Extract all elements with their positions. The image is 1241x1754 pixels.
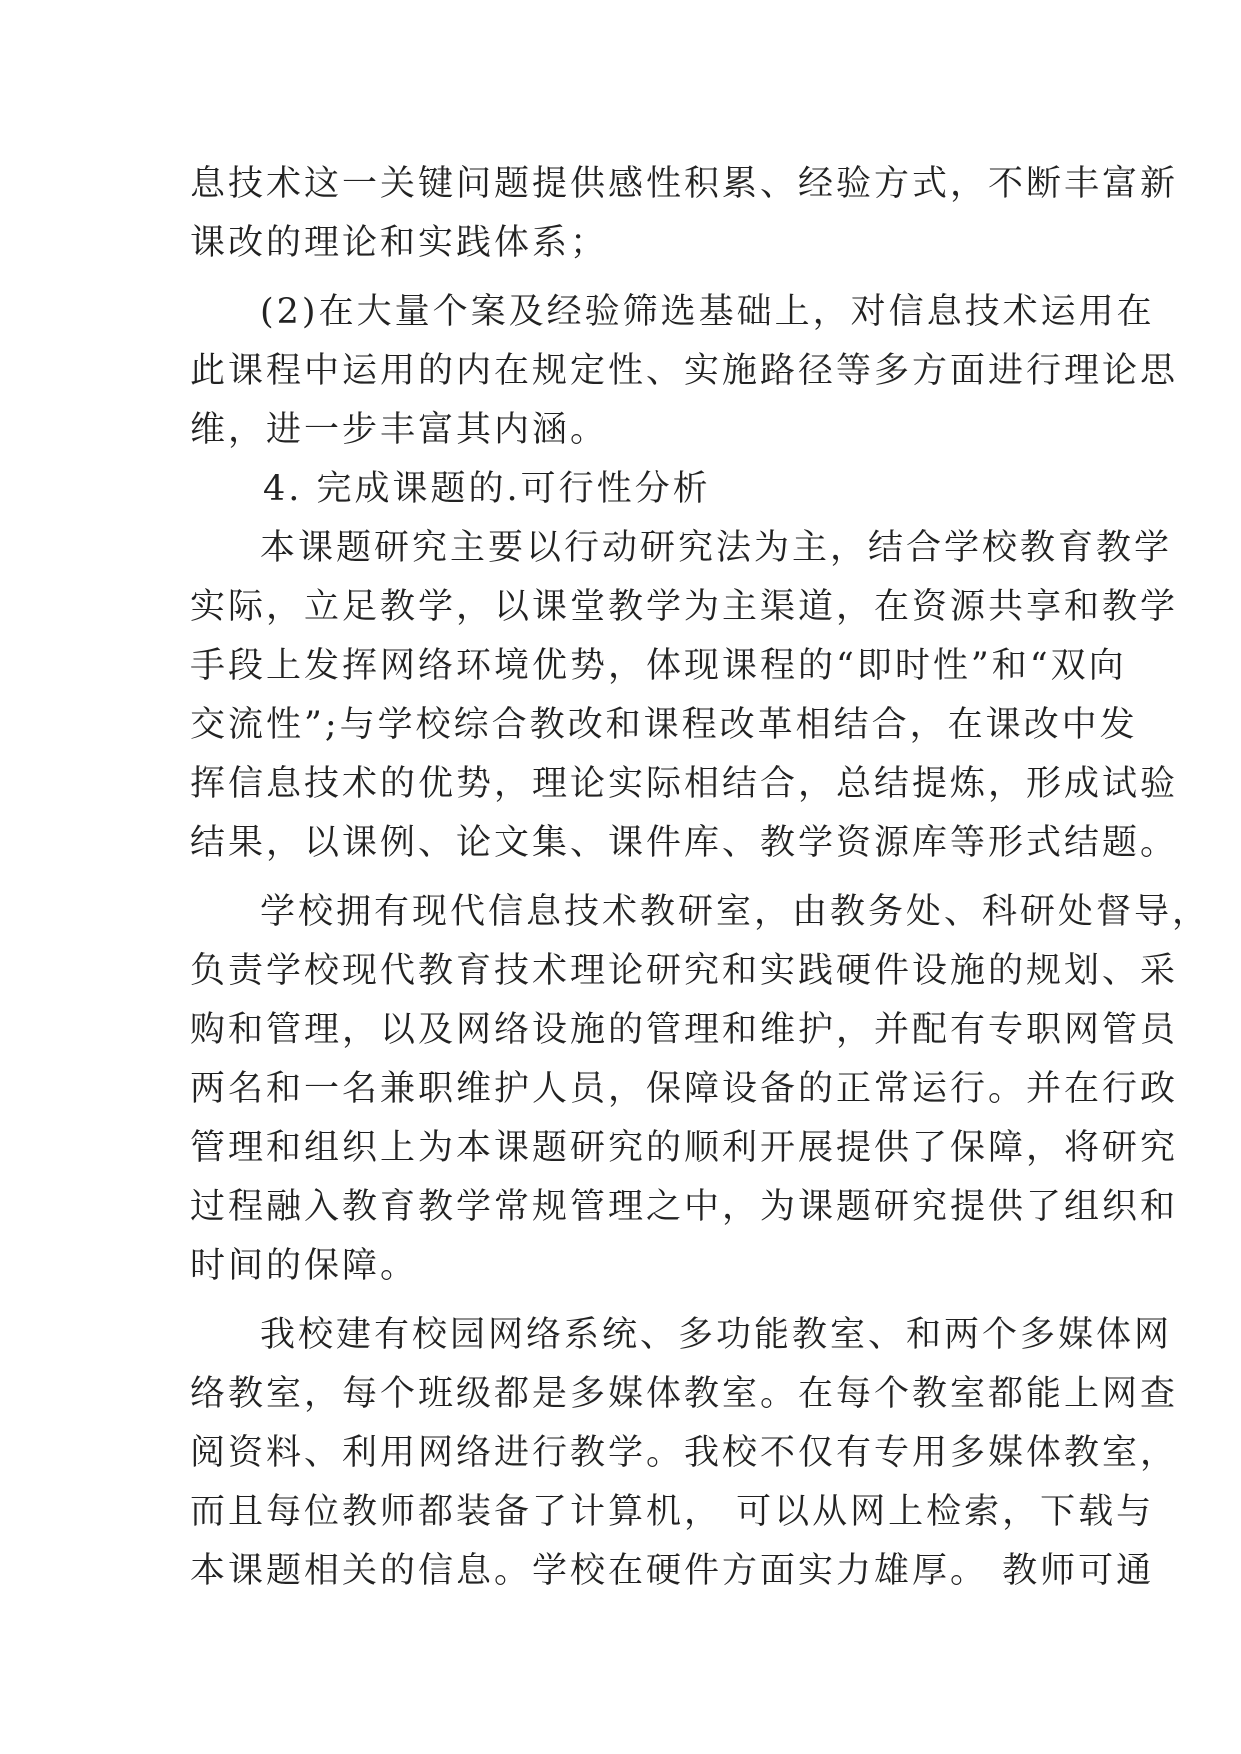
- paragraph-gap: [190, 1296, 1052, 1306]
- paragraph-gap: [190, 873, 1052, 883]
- text-line: 而且每位教师都装备了计算机， 可以从网上检索，下载与: [190, 1492, 1155, 1532]
- text-line: 络教室，每个班级都是多媒体教室。在每个教室都能上网查: [190, 1374, 1179, 1414]
- text-line: 时间的保障。: [190, 1246, 419, 1286]
- text-line: 息技术这一关键问题提供感性积累、经验方式，不断丰富新: [190, 164, 1179, 204]
- text-line: 两名和一名兼职维护人员，保障设备的正常运行。并在行政: [190, 1069, 1179, 1109]
- text-line: 负责学校现代教育技术理论研究和实践硬件设施的规划、采: [190, 951, 1179, 991]
- text-line: 本课题研究主要以行动研究法为主，结合学校教育教学: [260, 528, 1173, 568]
- section-heading: 4. 完成课题的.可行性分析: [263, 469, 711, 509]
- text-line: 挥信息技术的优势，理论实际相结合，总结提炼，形成试验: [190, 764, 1179, 804]
- text-line: 管理和组织上为本课题研究的顺利开展提供了保障，将研究: [190, 1128, 1179, 1168]
- text-line: 手段上发挥网络环境优势，体现课程的“即时性”和“双向: [190, 646, 1127, 686]
- text-line: 本课题相关的信息。学校在硬件方面实力雄厚。 教师可通: [190, 1551, 1155, 1591]
- text-line: 实际，立足教学，以课堂教学为主渠道，在资源共享和教学: [190, 587, 1179, 627]
- text-line: 过程融入教育教学常规管理之中，为课题研究提供了组织和: [190, 1187, 1179, 1227]
- text-line: 此课程中运用的内在规定性、实施路径等多方面进行理论思: [190, 351, 1179, 391]
- body-text: [190, 155, 1211, 1601]
- text-line: 结果，以课例、论文集、课件库、教学资源库等形式结题。: [190, 823, 1179, 863]
- text-line: (2)在大量个案及经验筛选基础上，对信息技术运用在: [260, 292, 1155, 332]
- text-line: 课改的理论和实践体系；: [190, 223, 609, 263]
- text-line: 学校拥有现代信息技术教研室，由教务处、科研处督导，: [260, 892, 1211, 932]
- paragraph-gap: [190, 273, 1052, 283]
- text-line: 我校建有校园网络系统、多功能教室、和两个多媒体网: [260, 1315, 1173, 1355]
- text-line: 交流性”;与学校综合教改和课程改革相结合，在课改中发: [190, 705, 1138, 745]
- text-line: 购和管理，以及网络设施的管理和维护，并配有专职网管员: [190, 1010, 1179, 1050]
- text-line: 阅资料、利用网络进行教学。我校不仅有专用多媒体教室，: [190, 1433, 1179, 1473]
- text-line: 维，进一步丰富其内涵。: [190, 410, 609, 450]
